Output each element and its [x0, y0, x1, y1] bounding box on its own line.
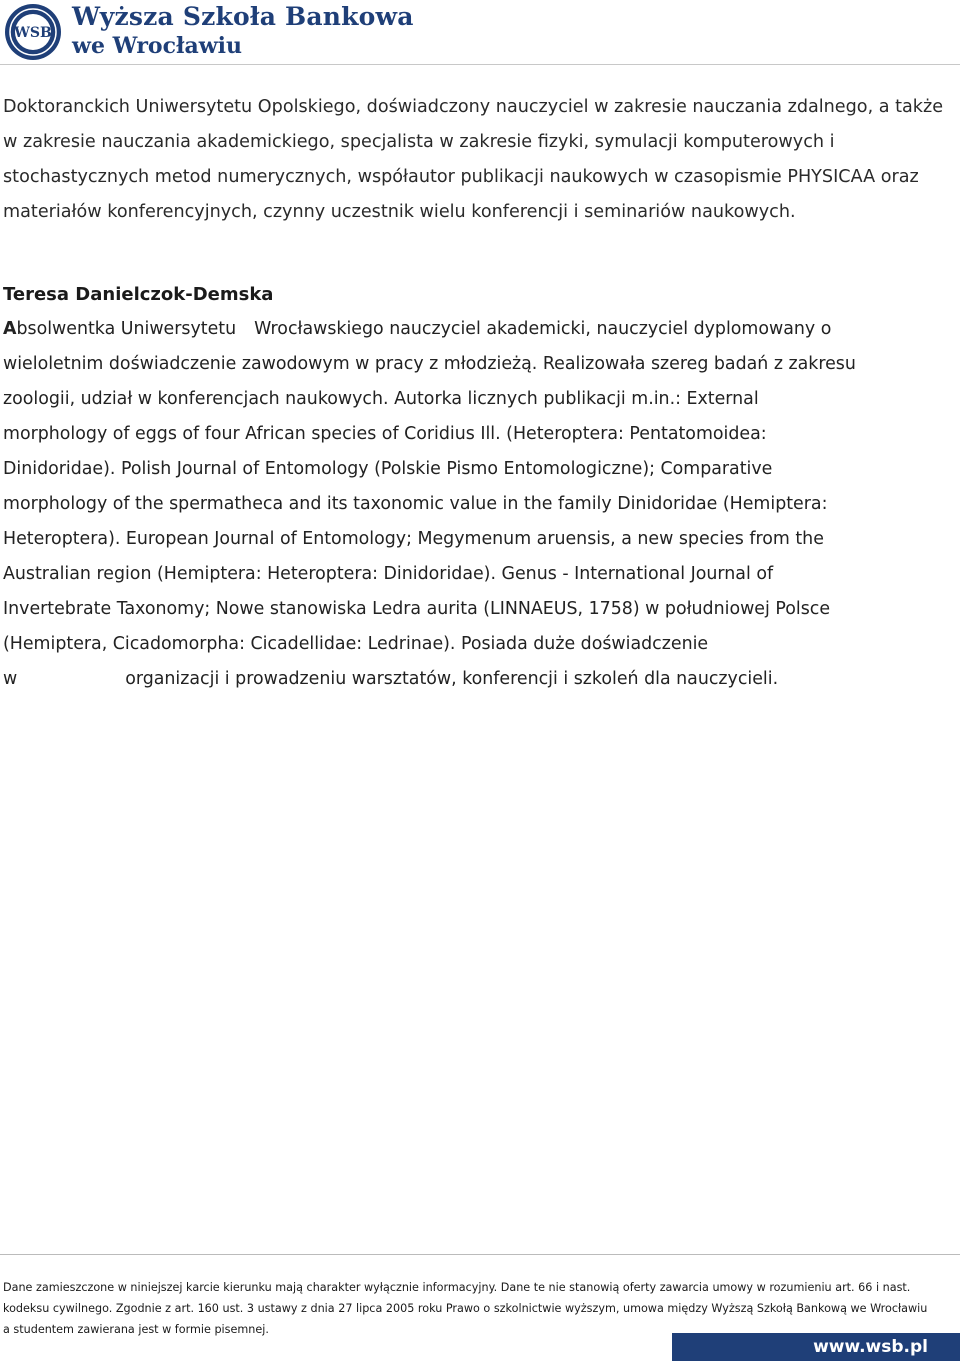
- bio-line: morphology of the spermatheca and its taxonomic value in the family Dinidoridae (Hemiptera:: [3, 494, 828, 514]
- disclaimer-line: Dane zamieszczone w niniejszej karcie kierunku mają charakter wyłącznie informacyjny. Dane te nie stanowią oferty zawarcia umowy w rozumieniu art. 66 i nast.: [3, 1281, 911, 1294]
- bio-line-text: organizacji i prowadzeniu warsztatów, konferencji i szkoleń dla nauczycieli.: [125, 669, 779, 689]
- wsb-seal-logo: [3, 2, 63, 62]
- bio-line: Dinidoridae). Polish Journal of Entomology (Polskie Pismo Entomologiczne); Comparative: [3, 459, 773, 479]
- bio-line: Heteroptera). European Journal of Entomology; Megymenum aruensis, a new species from the: [3, 529, 824, 549]
- bio-line: [3, 662, 953, 697]
- bio-first-letter: A: [3, 319, 17, 339]
- svg-text:WSB: WSB: [14, 25, 52, 41]
- bio-line: zoologii, udział w konferencjach naukowych. Autorka licznych publikacji m.in.: External: [3, 389, 759, 409]
- bio-line: Australian region (Hemiptera: Heteroptera: Dinidoridae). Genus - International Journal of: [3, 564, 774, 584]
- bio-line-text: bsolwentka Uniwersytetu: [16, 319, 237, 339]
- person-bio-paragraph: [3, 312, 953, 697]
- footer-divider: [0, 1254, 960, 1255]
- header-divider: [0, 64, 960, 65]
- legal-disclaimer: [3, 1277, 953, 1340]
- logo-line2: we Wrocławiu: [72, 33, 242, 59]
- person-name-heading: Teresa Danielczok-Demska: [3, 284, 274, 305]
- bio-line: (Hemiptera, Cicadomorpha: Cicadellidae: Ledrinae). Posiada duże doświadczenie: [3, 634, 709, 654]
- bio-line: Invertebrate Taxonomy; Nowe stanowiska Ledra aurita (LINNAEUS, 1758) w południowej Polsce: [3, 599, 831, 619]
- logo-line1: Wyższa Szkoła Bankowa: [72, 2, 414, 31]
- disclaimer-line: a studentem zawierana jest w formie pisemnej.: [3, 1323, 269, 1336]
- bio-line-text: w: [3, 669, 18, 689]
- page-header: [0, 0, 960, 66]
- bio-line-text: Wrocławskiego nauczyciel akademicki, nauczyciel dyplomowany o: [254, 319, 832, 339]
- institution-logo-text: [72, 2, 414, 60]
- bio-line: wieloletnim doświadczenie zawodowym w pracy z młodzieżą. Realizowała szereg badań z zakresu: [3, 354, 856, 374]
- website-footer-bar: [672, 1333, 960, 1361]
- bio-continuation-paragraph: Doktoranckich Uniwersytetu Opolskiego, doświadczony nauczyciel w zakresie nauczania zdalnego, a także w zakresie nauczania akademickiego, specjalista w zakresie fizyki, symulacji komputerowych i stochastycznych metod numerycznych, współautor publikacji naukowych w czasopismie PHYSICAA oraz materiałów konferencyjnych, czynny uczestnik wielu konferencji i seminariów naukowych.: [3, 97, 944, 222]
- bio-line: [3, 312, 953, 347]
- website-link[interactable]: www.wsb.pl: [813, 1337, 928, 1357]
- bio-line: morphology of eggs of four African species of Coridius Ill. (Heteroptera: Pentatomoidea:: [3, 424, 767, 444]
- disclaimer-line: kodeksu cywilnego. Zgodnie z art. 160 ust. 3 ustawy z dnia 27 lipca 2005 roku Prawo o szkolnictwie wyższym, umowa między Wyższą Szkołą Bankową we Wrocławiu: [3, 1302, 928, 1315]
